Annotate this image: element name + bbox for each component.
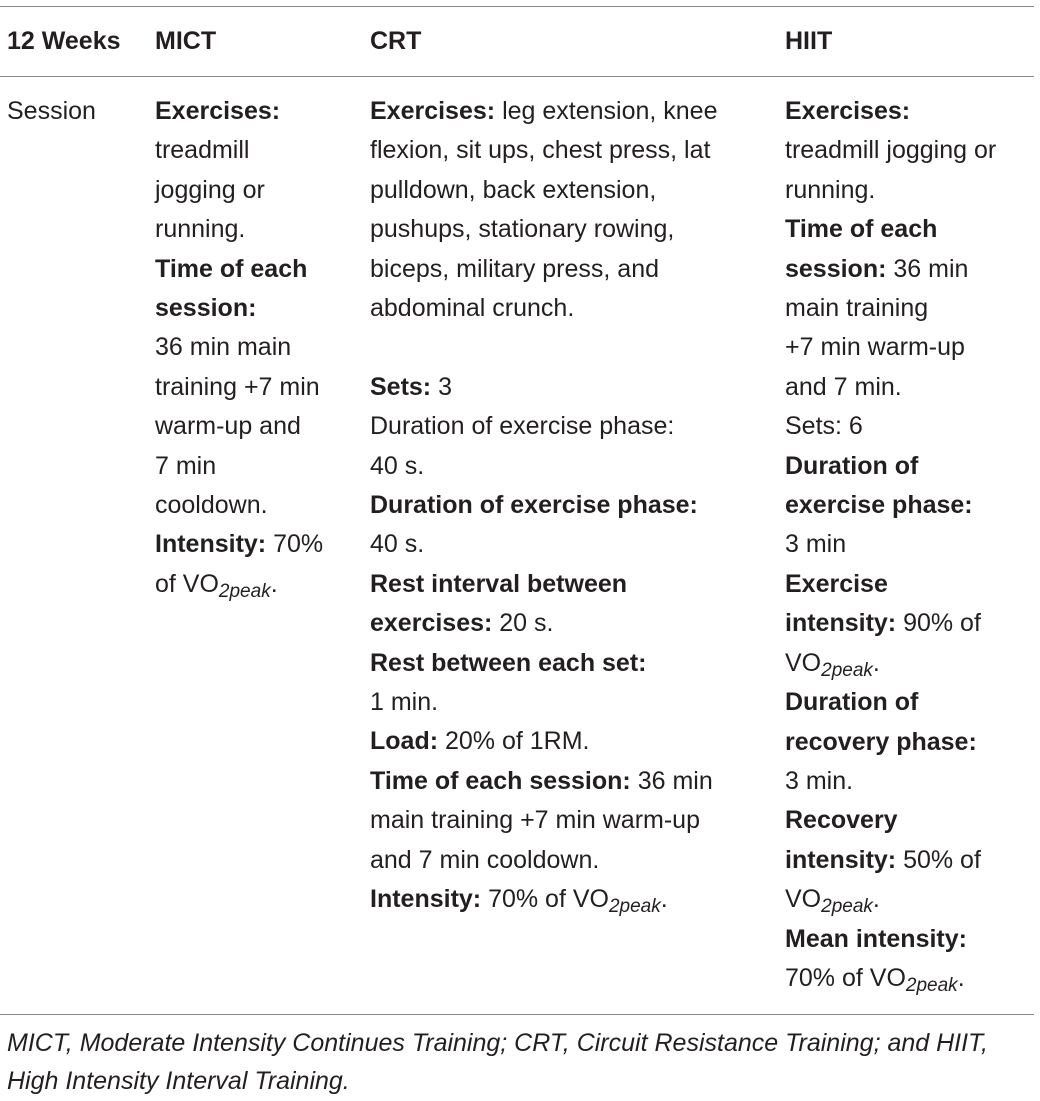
hiit-recovery-intensity-vo2peak: $VO_{2peak}$. bbox=[785, 885, 880, 918]
hiit-exercises-label: Exercises: bbox=[785, 97, 911, 125]
row-label-session: Session bbox=[7, 97, 96, 125]
crt-duration-label: Duration of exercise phase: bbox=[370, 491, 698, 520]
crt-rest-set-label: Rest between each set: bbox=[370, 648, 647, 677]
hiit-duration-label: Duration of bbox=[785, 451, 919, 480]
hiit-mean-intensity-label: Mean intensity: bbox=[785, 924, 967, 953]
header-divider-rule bbox=[0, 76, 1034, 77]
crt-blank-line bbox=[370, 328, 770, 367]
crt-exercises-label: Exercises: bbox=[370, 97, 496, 125]
hiit-exercise-intensity-label: Exercise bbox=[785, 569, 888, 598]
hiit-sets: Sets: 6 bbox=[785, 412, 863, 441]
mict-time-label: Time of each bbox=[155, 254, 308, 283]
crt-sets-label: Sets: bbox=[370, 372, 432, 401]
hiit-recovery-intensity-label: Recovery bbox=[785, 806, 898, 835]
hiit-mean-intensity-vo2peak: 70% of $VO_{2peak}$. bbox=[785, 963, 965, 996]
mict-exercises-label: Exercises: bbox=[155, 97, 281, 125]
header-12-weeks: 12 Weeks bbox=[7, 27, 121, 55]
mict-intensity-vo2peak: of $VO_{2peak}$. bbox=[155, 569, 278, 602]
header-hiit: HIIT bbox=[785, 27, 833, 55]
header-mict: MICT bbox=[155, 27, 217, 55]
hiit-time-label: Time of each bbox=[785, 215, 938, 244]
crt-time-label: Time of each session: bbox=[370, 766, 631, 795]
header-crt: CRT bbox=[370, 27, 422, 55]
crt-rest-interval-label: Rest interval between bbox=[370, 569, 628, 598]
crt-session-cell: Exercises: leg extension, knee flexion, sit ups, chest press, lat pulldown, back extension, pushups, stationary rowing, biceps, military press, and abdominal crunch. Sets: 3 Duration of exercise phase: 40 s. Duration of exercise phase: 40 s. Rest interval between exercises: 20 s. Rest between each set: 1 min. Load: 20% of 1RM. Time of each session: 36 min main training +7 min warm-up and 7 min cooldown. Intensity: 70% of $VO_{2peak}$. bbox=[370, 92, 770, 920]
mict-session-cell: Exercises: treadmill jogging or running. Time of each session: 36 min main training +7 min warm-up and 7 min cooldown. Intensity: 70% of $VO_{2peak}$. bbox=[155, 92, 360, 604]
table-top-rule bbox=[0, 6, 1034, 7]
crt-intensity-vo2peak: Intensity: 70% of $VO_{2peak}$. bbox=[370, 885, 668, 918]
table-bottom-rule bbox=[0, 1014, 1034, 1015]
table-footnote: MICT, Moderate Intensity Continues Training; CRT, Circuit Resistance Training; and HIIT, High Intensity Interval Training. bbox=[7, 1029, 988, 1095]
hiit-session-cell: Exercises: treadmill jogging or running. Time of each session: 36 min main training +7 min warm-up and 7 min. Sets: 6 Duration of exercise phase: 3 min Exercise intensity: 90% of $VO_{2peak}$. Duration of recovery phase: 3 min. Recovery intensity: 50% of $VO_{2peak}$. Mean intensity: 70% of $VO_{2peak}$. bbox=[785, 92, 1035, 998]
mict-intensity-label: Intensity: bbox=[155, 530, 267, 559]
hiit-recovery-duration-label: Duration of bbox=[785, 688, 919, 717]
hiit-exercise-intensity-vo2peak: $VO_{2peak}$. bbox=[785, 648, 880, 681]
crt-load-label: Load: bbox=[370, 727, 439, 756]
